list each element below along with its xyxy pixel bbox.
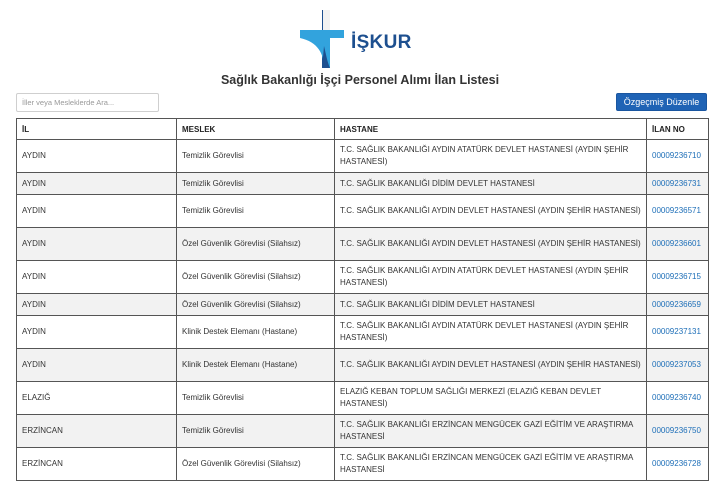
table-row[interactable] xyxy=(17,140,709,173)
table-row[interactable] xyxy=(17,349,709,382)
table-row[interactable] xyxy=(17,261,709,294)
cell-hastane: T.C. SAĞLIK BAKANLIĞI AYDIN DEVLET HASTANESİ (AYDIN ŞEHİR HASTANESİ) xyxy=(335,195,647,228)
cell-meslek: Klinik Destek Elemanı (Hastane) xyxy=(177,349,335,382)
column-header-ilan-no[interactable]: İLAN NO xyxy=(647,119,709,140)
brand-name: İŞKUR xyxy=(351,32,412,53)
cell-meslek: Özel Güvenlik Görevlisi (Silahsız) xyxy=(177,228,335,261)
cell-meslek: Temizlik Görevlisi xyxy=(177,195,335,228)
cell-il: ERZİNCAN xyxy=(17,448,177,481)
column-header-il[interactable]: İL xyxy=(17,119,177,140)
cell-il: AYDIN xyxy=(17,349,177,382)
cell-il: AYDIN xyxy=(17,261,177,294)
cell-ilan-no-link[interactable]: 00009236728 xyxy=(647,448,709,481)
cell-il: AYDIN xyxy=(17,173,177,195)
cell-il: ERZİNCAN xyxy=(17,415,177,448)
cell-meslek: Temizlik Görevlisi xyxy=(177,382,335,415)
cell-meslek: Klinik Destek Elemanı (Hastane) xyxy=(177,316,335,349)
cell-hastane: ELAZIĞ KEBAN TOPLUM SAĞLIĞI MERKEZİ (ELAZIĞ KEBAN DEVLET HASTANESİ) xyxy=(335,382,647,415)
table-row[interactable] xyxy=(17,228,709,261)
cell-meslek: Özel Güvenlik Görevlisi (Silahsız) xyxy=(177,294,335,316)
iskur-cross-icon xyxy=(300,6,350,68)
cell-ilan-no-link[interactable]: 00009237053 xyxy=(647,349,709,382)
cell-meslek: Özel Güvenlik Görevlisi (Silahsız) xyxy=(177,448,335,481)
table-row[interactable] xyxy=(17,382,709,415)
cell-ilan-no-link[interactable]: 00009236710 xyxy=(647,140,709,173)
cell-hastane: T.C. SAĞLIK BAKANLIĞI DİDİM DEVLET HASTANESİ xyxy=(335,173,647,195)
cell-meslek: Temizlik Görevlisi xyxy=(177,173,335,195)
table-row[interactable] xyxy=(17,448,709,481)
job-listing-table xyxy=(16,118,708,481)
cell-ilan-no-link[interactable]: 00009236715 xyxy=(647,261,709,294)
column-header-hastane[interactable]: HASTANE xyxy=(335,119,647,140)
cell-hastane: T.C. SAĞLIK BAKANLIĞI AYDIN DEVLET HASTANESİ (AYDIN ŞEHİR HASTANESİ) xyxy=(335,349,647,382)
edit-cv-button[interactable]: Özgeçmiş Düzenle xyxy=(616,93,707,111)
cell-ilan-no-link[interactable]: 00009236731 xyxy=(647,173,709,195)
table-header-row xyxy=(17,119,709,140)
cell-hastane: T.C. SAĞLIK BAKANLIĞI AYDIN DEVLET HASTANESİ (AYDIN ŞEHİR HASTANESİ) xyxy=(335,228,647,261)
iskur-logo xyxy=(300,6,430,68)
table-row[interactable] xyxy=(17,195,709,228)
table-row[interactable] xyxy=(17,316,709,349)
cell-hastane: T.C. SAĞLIK BAKANLIĞI AYDIN ATATÜRK DEVLET HASTANESİ (AYDIN ŞEHİR HASTANESİ) xyxy=(335,261,647,294)
cell-il: AYDIN xyxy=(17,140,177,173)
cell-il: ELAZIĞ xyxy=(17,382,177,415)
table-row[interactable] xyxy=(17,294,709,316)
cell-meslek: Temizlik Görevlisi xyxy=(177,415,335,448)
cell-hastane: T.C. SAĞLIK BAKANLIĞI DİDİM DEVLET HASTANESİ xyxy=(335,294,647,316)
cell-il: AYDIN xyxy=(17,195,177,228)
cell-meslek: Özel Güvenlik Görevlisi (Silahsız) xyxy=(177,261,335,294)
cell-hastane: T.C. SAĞLIK BAKANLIĞI AYDIN ATATÜRK DEVLET HASTANESİ (AYDIN ŞEHİR HASTANESİ) xyxy=(335,316,647,349)
table-row[interactable] xyxy=(17,173,709,195)
cell-hastane: T.C. SAĞLIK BAKANLIĞI ERZİNCAN MENGÜCEK GAZİ EĞİTİM VE ARAŞTIRMA HASTANESİ xyxy=(335,415,647,448)
cell-ilan-no-link[interactable]: 00009236740 xyxy=(647,382,709,415)
cell-il: AYDIN xyxy=(17,228,177,261)
cell-meslek: Temizlik Görevlisi xyxy=(177,140,335,173)
cell-il: AYDIN xyxy=(17,316,177,349)
table-row[interactable] xyxy=(17,415,709,448)
cell-il: AYDIN xyxy=(17,294,177,316)
page-title: Sağlık Bakanlığı İşçi Personel Alımı İlan Listesi xyxy=(220,73,500,87)
cell-ilan-no-link[interactable]: 00009237131 xyxy=(647,316,709,349)
cell-hastane: T.C. SAĞLIK BAKANLIĞI ERZİNCAN MENGÜCEK GAZİ EĞİTİM VE ARAŞTIRMA HASTANESİ xyxy=(335,448,647,481)
column-header-meslek[interactable]: MESLEK xyxy=(177,119,335,140)
cell-ilan-no-link[interactable]: 00009236571 xyxy=(647,195,709,228)
cell-hastane: T.C. SAĞLIK BAKANLIĞI AYDIN ATATÜRK DEVLET HASTANESİ (AYDIN ŞEHİR HASTANESİ) xyxy=(335,140,647,173)
cell-ilan-no-link[interactable]: 00009236659 xyxy=(647,294,709,316)
cell-ilan-no-link[interactable]: 00009236750 xyxy=(647,415,709,448)
cell-ilan-no-link[interactable]: 00009236601 xyxy=(647,228,709,261)
search-input[interactable] xyxy=(16,93,159,112)
